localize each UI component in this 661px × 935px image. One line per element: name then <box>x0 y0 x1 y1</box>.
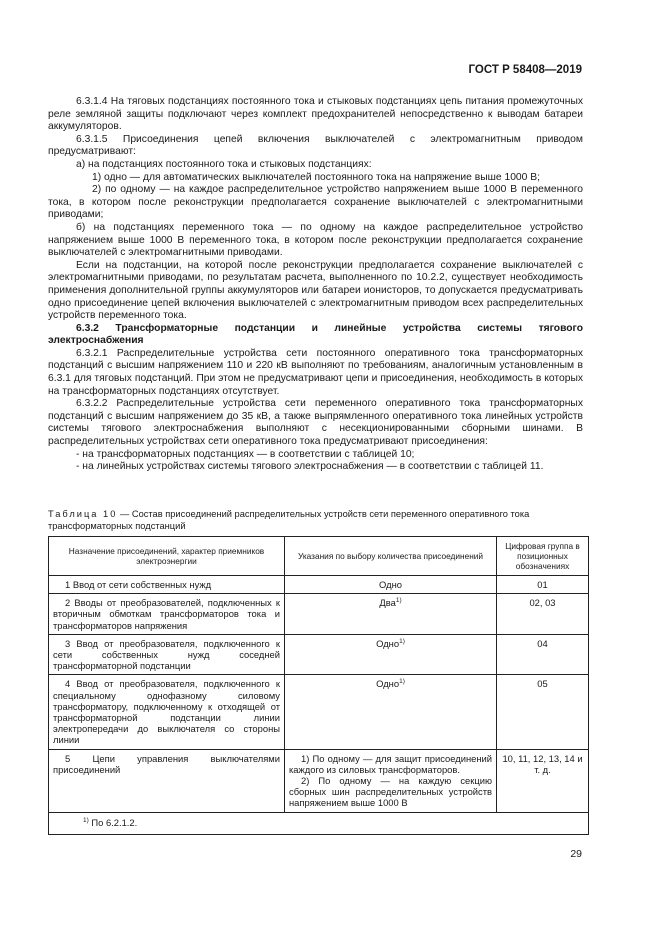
column-header-group: Цифровая группа в позиционных обозначениях <box>497 537 589 576</box>
table-footnote-row <box>49 812 589 834</box>
cell-count: Одно$^{1)}$ <box>285 634 497 675</box>
table-row <box>49 675 589 749</box>
paragraph: б) на подстанциях переменного тока — по одному на каждое распределительное устройство напряжением выше 1000 В переменного тока, в котором после реконструкции предполагается сохранение выключателей с электромагнитными приводами. <box>48 221 583 259</box>
cell-count: Одно$^{1)}$ <box>285 675 497 749</box>
table-row <box>49 749 589 812</box>
section-heading: 6.3.2 Трансформаторные подстанции и линейные устройства системы тягового электроснабжения <box>48 322 583 347</box>
table-caption <box>48 508 588 532</box>
cell-count: Одно <box>285 576 497 594</box>
cell-count: Два$^{1)}$ <box>285 594 497 635</box>
footnote-ref: 1) <box>399 678 405 686</box>
paragraph: а) на подстанциях постоянного тока и стыковых подстанциях: <box>76 158 372 170</box>
table-footnote: $^{1)}$ По 6.2.1.2. <box>49 812 589 834</box>
page-number: 29 <box>570 848 582 860</box>
table-row <box>49 594 589 635</box>
paragraph: 6.3.1.5 Присоединения цепей включения выключателей с электромагнитным приводом предусматривают: <box>48 133 583 158</box>
table-caption-label: Таблица 10 <box>48 509 118 519</box>
table-row <box>49 576 589 594</box>
cell-group: 02, 03 <box>497 594 589 635</box>
cell-group: 05 <box>497 675 589 749</box>
cell-group: 10, 11, 12, 13, 14 и т. д. <box>497 749 589 812</box>
column-header-purpose: Назначение присоединений, характер приемников электроэнергии <box>49 537 285 576</box>
cell-purpose: 2 Вводы от преобразователей, подключенных к вторичным обмоткам трансформаторов тока и трансформаторов напряжения <box>49 594 285 635</box>
document-header: ГОСТ Р 58408—2019 <box>468 64 582 76</box>
cell-group: 04 <box>497 634 589 675</box>
footnote-ref: 1) <box>399 637 405 645</box>
body-text <box>48 96 583 474</box>
footnote-ref: 1) <box>395 597 402 605</box>
cell-count: 1) По одному — для защит присоединений каждого из силовых трансформаторов. 2) По одному — на каждую секцию сборных шин распределительных устройств напряжением выше 1000 В <box>285 749 497 812</box>
cell-group: 01 <box>497 576 589 594</box>
paragraph: 6.3.1.4 На тяговых подстанциях постоянного тока и стыковых подстанциях цепь питания промежуточных реле земляной защиты подключают через комплект предохранителей непосредственно к выводам батареи аккумуляторов. <box>48 96 583 133</box>
table-header-row <box>49 537 589 576</box>
connections-table <box>48 536 589 835</box>
paragraph: 6.3.2.1 Распределительные устройства сети постоянного оперативного тока трансформаторных подстанций с высшим напряжением 110 и 220 кВ выполняют по требованиям, аналогичным установленным в 6.3.1 для тяговых подстанций. При этом не предусматривают цепи и присоединения, необходимость в которых на трансформаторных подстанциях отсутствует. <box>48 347 583 397</box>
paragraph: 1) одно — для автоматических выключателей постоянного тока на напряжение выше 1000 В; <box>92 171 540 183</box>
paragraph: Если на подстанции, на которой после реконструкции предполагается сохранение выключателей с электромагнитными приводами, по результатам расчета, выполненного по 10.2.2, существует необходимость применения дополнительной группы аккумуляторов или батареи ионисторов, то допускается предусматривать одно присоединение цепей включения выключателей с электромагнитным приводом всех распределительных устройств переменного тока. <box>48 259 583 322</box>
table-caption-text: — Состав присоединений распределительных устройств сети переменного оперативного тока трансформаторных подстанций <box>48 509 530 531</box>
cell-purpose: 5 Цепи управления выключателями присоединений <box>49 749 285 812</box>
column-header-count: Указания по выбору количества присоединений <box>285 537 497 576</box>
list-item: - на линейных устройствах системы тягового электроснабжения — в соответствии с таблицей 11. <box>76 461 544 473</box>
paragraph: 6.3.2.2 Распределительные устройства сети переменного оперативного тока трансформаторных подстанций с высшим напряжением до 35 кВ, а также выпрямленного оперативного тока линейных устройств системы тягового электроснабжения выполняют с несекционированными сборными шинами. В распределительных устройствах сети оперативного тока предусматривают присоединения: <box>48 398 583 448</box>
table-row <box>49 634 589 675</box>
cell-purpose: 3 Ввод от преобразователя, подключенного к сети собственных нужд соседней трансформаторной подстанции <box>49 634 285 675</box>
list-item: - на трансформаторных подстанциях — в соответствии с таблицей 10; <box>76 448 415 460</box>
paragraph: 2) по одному — на каждое распределительное устройство напряжением выше 1000 В переменного тока, в котором после реконструкции предполагается сохранение выключателей с электромагнитными приводами; <box>48 184 583 221</box>
cell-purpose: 4 Ввод от преобразователя, подключенного к специальному однофазному силовому трансформатору, подключенному к отходящей от трансформаторной подстанции линии электропередачи до выключателя со стороны линии <box>49 675 285 749</box>
cell-purpose: 1 Ввод от сети собственных нужд <box>49 576 285 594</box>
